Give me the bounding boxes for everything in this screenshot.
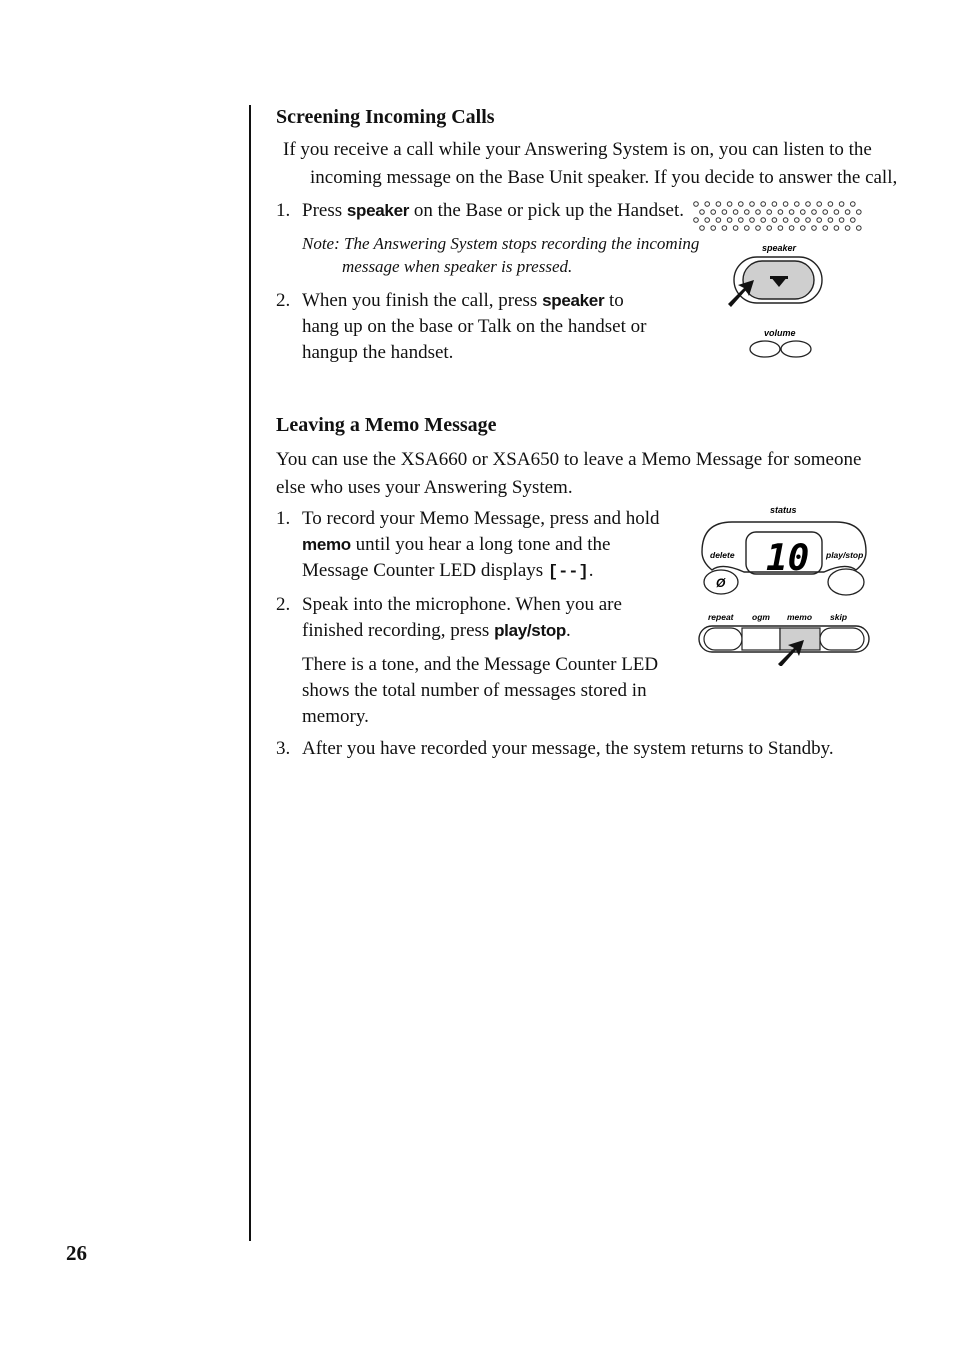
grille-dot <box>839 202 844 207</box>
grille-dot <box>711 210 716 215</box>
grille-dot <box>783 218 788 223</box>
repeat-button[interactable] <box>704 628 742 650</box>
grille-dot <box>795 218 800 223</box>
grille-dot <box>705 202 710 207</box>
grille-dot <box>761 218 766 223</box>
step-text: to hang up on the base or Talk on the handset or hangup the handset. <box>302 290 647 363</box>
ogm-button[interactable] <box>742 628 780 650</box>
grille-dot <box>750 218 755 223</box>
step-number: 2. <box>276 594 291 615</box>
skip-button[interactable] <box>820 628 864 650</box>
grille-dot <box>739 202 744 207</box>
margin-rule <box>249 105 251 1241</box>
grille-dot <box>716 218 721 223</box>
step-text: until you hear a long tone and the Message Counter LED displays <box>302 534 611 581</box>
memo-step-2 <box>276 592 662 644</box>
grille-dot <box>727 202 732 207</box>
grille-dot <box>828 218 833 223</box>
grille-dot <box>772 202 777 207</box>
grille-dot <box>745 226 750 231</box>
section-heading-memo: Leaving a Memo Message <box>276 414 497 436</box>
grille-dot <box>823 226 828 231</box>
grille-dot <box>756 210 761 215</box>
play-stop-label: play/stop <box>826 550 864 560</box>
grille-dot <box>767 226 772 231</box>
step-text: There is a tone, and the Message Counter LED shows the total number of messages stored in memory. <box>302 654 659 727</box>
grille-dot <box>722 226 727 231</box>
speaker-bar-icon <box>770 276 788 279</box>
screening-intro: If you receive a call while your Answering System is on, you can listen to the incoming message on the Base Unit speaker. If you decide to answer the call, <box>283 139 898 188</box>
grille-dot <box>700 210 705 215</box>
grille-dot <box>761 202 766 207</box>
grille-dot <box>705 218 710 223</box>
volume-label: volume <box>764 328 796 338</box>
step-text: To record your Memo Message, press and hold <box>302 508 660 529</box>
grille-dot <box>817 202 822 207</box>
step-text: Speak into the microphone. When you are finished recording, press <box>302 594 622 641</box>
speaker-label: speaker <box>762 243 797 253</box>
grille-dot <box>851 218 856 223</box>
grille-dot <box>739 218 744 223</box>
page-number: 26 <box>66 1241 87 1265</box>
grille-dot <box>834 226 839 231</box>
grille-dot <box>727 218 732 223</box>
step-text: When you finish the call, press <box>302 290 538 311</box>
section-heading-screening: Screening Incoming Calls <box>276 106 495 128</box>
play-stop-button[interactable] <box>828 569 864 595</box>
memo-key-label: memo <box>302 535 351 554</box>
grille-dot <box>812 210 817 215</box>
volume-down-button[interactable] <box>750 341 780 357</box>
grille-dot <box>795 202 800 207</box>
step-text: After you have recorded your message, the system returns to Standby. <box>302 738 834 759</box>
grille-dot <box>789 210 794 215</box>
grille-dot <box>806 202 811 207</box>
memo-intro: You can use the XSA660 or XSA650 to leave a Memo Message for someone else who uses your Answering System. <box>276 449 862 498</box>
grille-dot <box>778 226 783 231</box>
ogm-label: ogm <box>752 612 770 622</box>
grille-dot <box>823 210 828 215</box>
grille-dot <box>783 202 788 207</box>
control-panel-diagram <box>696 500 872 666</box>
step-number: 3. <box>276 738 291 759</box>
grille-dot <box>733 210 738 215</box>
grille-dot <box>845 210 850 215</box>
speaker-grille <box>694 202 861 231</box>
grille-dot <box>772 218 777 223</box>
grille-dot <box>828 202 833 207</box>
grille-dot <box>801 226 806 231</box>
grille-dot <box>845 226 850 231</box>
grille-dot <box>839 218 844 223</box>
step-text: . <box>588 560 594 581</box>
grille-dot <box>801 210 806 215</box>
speaker-key-label: speaker <box>542 291 605 310</box>
grille-dot <box>806 218 811 223</box>
repeat-label: repeat <box>708 612 734 622</box>
grille-dot <box>812 226 817 231</box>
step-number: 1. <box>276 508 291 529</box>
memo-step-1 <box>276 506 662 586</box>
grille-dot <box>756 226 761 231</box>
step-text: Press <box>302 200 343 221</box>
grille-dot <box>834 210 839 215</box>
volume-up-button[interactable] <box>781 341 811 357</box>
grille-dot <box>733 226 738 231</box>
grille-dot <box>694 218 699 223</box>
memo-step-2-followup <box>276 652 662 730</box>
grille-dot <box>694 202 699 207</box>
screening-note: Note: The Answering System stops recording the incoming message when speaker is pressed. <box>302 234 700 276</box>
step-number: 1. <box>276 200 291 221</box>
delete-label: delete <box>710 550 735 560</box>
grille-dot <box>700 226 705 231</box>
speaker-button-diagram <box>688 196 878 362</box>
grille-dot <box>817 218 822 223</box>
step-number: 2. <box>276 290 291 311</box>
grille-dot <box>857 226 862 231</box>
grille-dot <box>711 226 716 231</box>
memo-step-3 <box>276 736 902 762</box>
status-label: status <box>770 505 797 515</box>
grille-dot <box>722 210 727 215</box>
led-counter-value: 10 <box>766 538 810 579</box>
grille-dot <box>716 202 721 207</box>
step-text: . <box>566 620 571 641</box>
delete-symbol-icon: Ø <box>716 576 726 590</box>
speaker-key-label: speaker <box>346 201 410 220</box>
play-stop-key-label: play/stop <box>494 621 566 640</box>
grille-dot <box>851 202 856 207</box>
grille-dot <box>789 226 794 231</box>
grille-dot <box>767 210 772 215</box>
grille-dot <box>745 210 750 215</box>
memo-label: memo <box>787 612 813 622</box>
step-text: on the Base or pick up the Handset. <box>413 200 684 221</box>
grille-dot <box>778 210 783 215</box>
grille-dot <box>750 202 755 207</box>
skip-label: skip <box>830 612 848 622</box>
led-display-text: [--] <box>547 563 589 582</box>
screening-step-2 <box>276 288 662 366</box>
grille-dot <box>857 210 862 215</box>
